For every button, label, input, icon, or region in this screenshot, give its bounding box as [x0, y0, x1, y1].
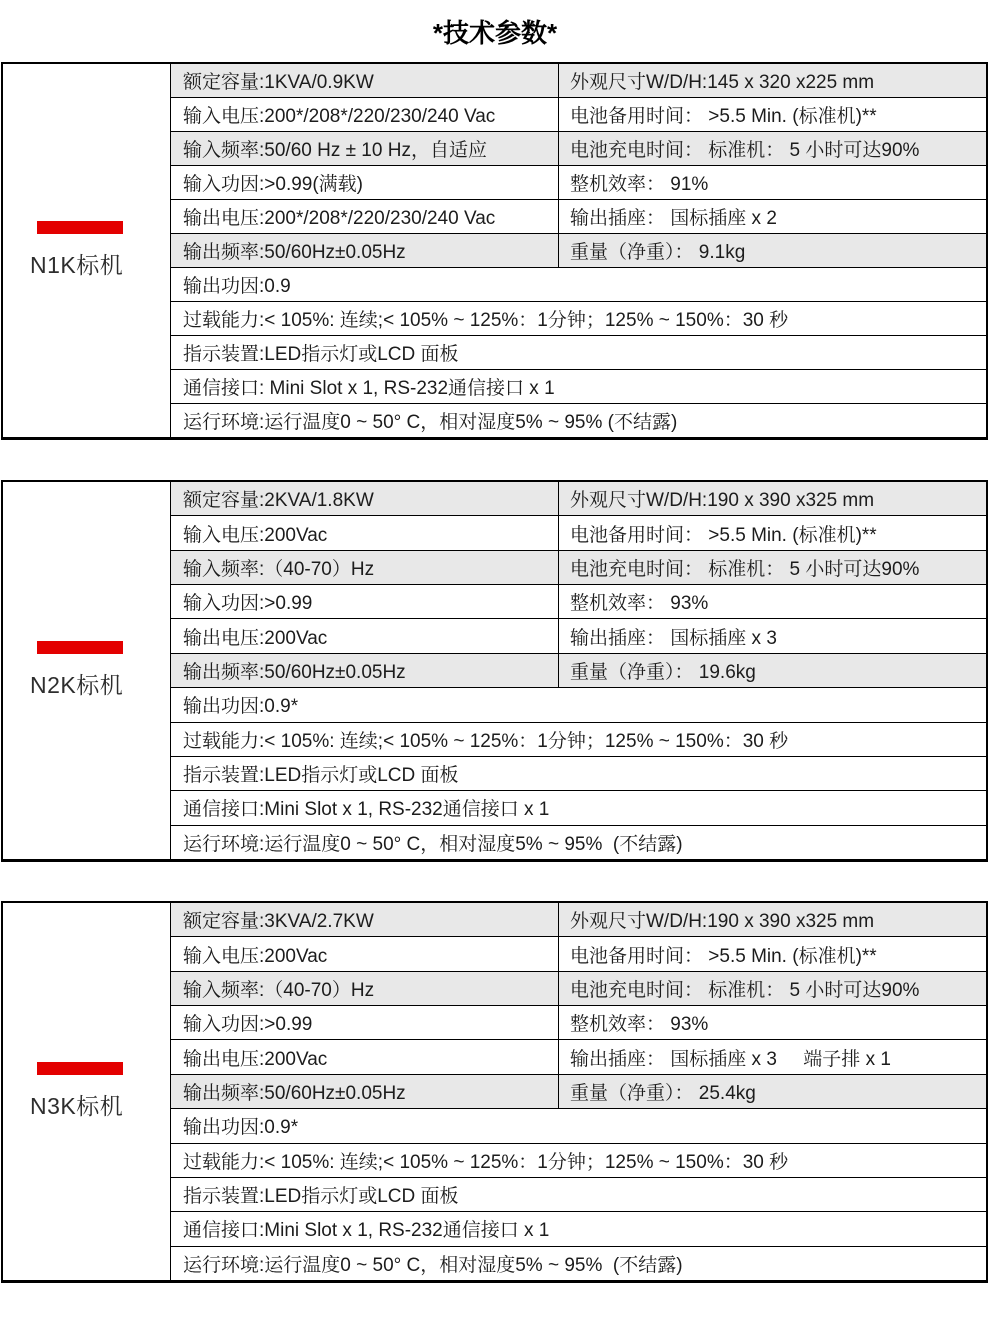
spec-cell-left: 输入频率:（40-70）Hz: [171, 551, 559, 584]
spec-cell-right: 外观尺寸W/D/H:190 x 390 x325 mm: [570, 490, 875, 512]
spec-row: [171, 64, 986, 98]
spec-cell-right: 重量（净重）： 25.4kg: [570, 1082, 756, 1104]
spec-cell-right: 输出插座： 国标插座 x 3 端子排 x 1: [570, 1048, 891, 1070]
spec-cell-full: 指示装置:LED指示灯或LCD 面板: [183, 765, 459, 787]
spec-row: [171, 482, 986, 516]
spec-cell-right: 电池充电时间： 标准机： 5 小时可达90%: [570, 558, 920, 580]
spec-cell-left: 输入电压:200Vac: [171, 937, 559, 970]
spec-cell-right: 外观尺寸W/D/H:145 x 320 x225 mm: [570, 72, 875, 93]
model-name: N1K标机: [30, 252, 124, 278]
spec-row: [171, 585, 986, 619]
spec-row: [171, 791, 986, 825]
spec-rows: [171, 482, 986, 859]
spec-row: [171, 166, 986, 200]
spec-cell-right: 输出插座： 国标插座 x 3: [570, 627, 777, 649]
spec-cell-full: 指示装置:LED指示灯或LCD 面板: [183, 1186, 459, 1208]
spec-cell-full: 通信接口:Mini Slot x 1, RS-232通信接口 x 1: [183, 1220, 550, 1242]
spec-cell-left: 输入功因:>0.99(满载): [171, 166, 559, 199]
model-label-cell: [3, 482, 171, 859]
spec-cell-left: 输入电压:200*/208*/220/230/240 Vac: [171, 98, 559, 131]
spec-cell-left: 输出电压:200Vac: [171, 619, 559, 652]
model-name: N3K标机: [30, 1093, 124, 1119]
spec-cell-full: 过载能力:< 105%: 连续;< 105% ~ 125%：1分钟；125% ~ 150%：30 秒: [183, 310, 789, 331]
spec-row: [171, 404, 986, 437]
spec-cell-full: 输出功因:0.9*: [183, 696, 299, 718]
spec-row: [171, 619, 986, 653]
spec-cell-right: 电池充电时间： 标准机： 5 小时可达90%: [570, 140, 920, 161]
spec-table-n1k: [1, 62, 988, 440]
spec-cell-full: 运行环境:运行温度0 ~ 50° C，相对湿度5% ~ 95% (不结露): [183, 412, 678, 433]
spec-cell-left: 输入功因:>0.99: [171, 585, 559, 618]
spec-row: [171, 1247, 986, 1280]
spec-row: [171, 937, 986, 971]
spec-row: [171, 972, 986, 1006]
spec-row: [171, 268, 986, 302]
spec-cell-left: 输入频率:（40-70）Hz: [171, 972, 559, 1005]
spec-cell-right: 电池备用时间： >5.5 Min. (标准机)**: [570, 945, 877, 967]
spec-row: [171, 98, 986, 132]
spec-cell-right: 重量（净重）： 19.6kg: [570, 661, 756, 683]
model-accent-bar: [37, 221, 123, 234]
model-name: N2K标机: [30, 672, 124, 698]
spec-row: [171, 688, 986, 722]
model-accent-bar: [37, 641, 123, 654]
spec-cell-left: 输出频率:50/60Hz±0.05Hz: [171, 654, 559, 687]
spec-rows: [171, 903, 986, 1280]
spec-cell-left: 输入电压:200Vac: [171, 516, 559, 549]
spec-cell-full: 过载能力:< 105%: 连续;< 105% ~ 125%：1分钟；125% ~ 150%：30 秒: [183, 1151, 789, 1173]
spec-row: [171, 234, 986, 268]
spec-cell-left: 额定容量:2KVA/1.8KW: [171, 482, 559, 515]
spec-table-n2k: [1, 480, 988, 862]
spec-cell-right: 输出插座： 国标插座 x 2: [570, 208, 777, 229]
spec-row: [171, 132, 986, 166]
spec-row: [171, 723, 986, 757]
spec-cell-full: 指示装置:LED指示灯或LCD 面板: [183, 344, 459, 365]
spec-cell-full: 运行环境:运行温度0 ~ 50° C，相对湿度5% ~ 95% (不结露): [183, 1254, 683, 1276]
spec-cell-right: 重量（净重）： 9.1kg: [570, 242, 746, 263]
spec-cell-left: 输出电压:200Vac: [171, 1040, 559, 1073]
spec-cell-full: 通信接口:Mini Slot x 1, RS-232通信接口 x 1: [183, 799, 550, 821]
page-title: *技术参数*: [432, 18, 558, 48]
spec-rows: [171, 64, 986, 437]
spec-row: [171, 200, 986, 234]
model-label-cell: [3, 903, 171, 1280]
spec-row: [171, 1178, 986, 1212]
spec-cell-full: 通信接口: Mini Slot x 1, RS-232通信接口 x 1: [183, 378, 555, 399]
spec-row: [171, 516, 986, 550]
spec-row: [171, 302, 986, 336]
spec-cell-left: 额定容量:1KVA/0.9KW: [171, 64, 559, 97]
spec-cell-left: 输出频率:50/60Hz±0.05Hz: [171, 1075, 559, 1108]
spec-cell-right: 电池充电时间： 标准机： 5 小时可达90%: [570, 979, 920, 1001]
model-label-cell: [3, 64, 171, 437]
spec-cell-left: 额定容量:3KVA/2.7KW: [171, 903, 559, 936]
spec-cell-left: 输出电压:200*/208*/220/230/240 Vac: [171, 200, 559, 233]
spec-row: [171, 370, 986, 404]
spec-row: [171, 1006, 986, 1040]
spec-cell-right: 整机效率： 91%: [570, 174, 709, 195]
spec-row: [171, 1144, 986, 1178]
spec-cell-right: 电池备用时间： >5.5 Min. (标准机)**: [570, 106, 877, 127]
spec-cell-right: 电池备用时间： >5.5 Min. (标准机)**: [570, 524, 877, 546]
spec-row: [171, 1075, 986, 1109]
spec-row: [171, 826, 986, 859]
spec-row: [171, 654, 986, 688]
spec-cell-full: 输出功因:0.9*: [183, 1117, 299, 1139]
spec-cell-left: 输入功因:>0.99: [171, 1006, 559, 1039]
spec-cell-left: 输出频率:50/60Hz±0.05Hz: [171, 234, 559, 267]
spec-cell-left: 输入频率:50/60 Hz ± 10 Hz，自适应: [171, 132, 559, 165]
spec-cell-full: 输出功因:0.9: [183, 276, 291, 297]
spec-table-n3k: [1, 901, 988, 1283]
spec-cell-full: 过载能力:< 105%: 连续;< 105% ~ 125%：1分钟；125% ~ 150%：30 秒: [183, 730, 789, 752]
spec-cell-full: 运行环境:运行温度0 ~ 50° C，相对湿度5% ~ 95% (不结露): [183, 833, 683, 855]
spec-row: [171, 757, 986, 791]
spec-cell-right: 外观尺寸W/D/H:190 x 390 x325 mm: [570, 911, 875, 933]
spec-cell-right: 整机效率： 93%: [570, 1014, 709, 1036]
spec-cell-right: 整机效率： 93%: [570, 593, 709, 615]
spec-row: [171, 1212, 986, 1246]
spec-row: [171, 551, 986, 585]
spec-row: [171, 1040, 986, 1074]
spec-row: [171, 1109, 986, 1143]
model-accent-bar: [37, 1062, 123, 1075]
spec-row: [171, 903, 986, 937]
spec-row: [171, 336, 986, 370]
